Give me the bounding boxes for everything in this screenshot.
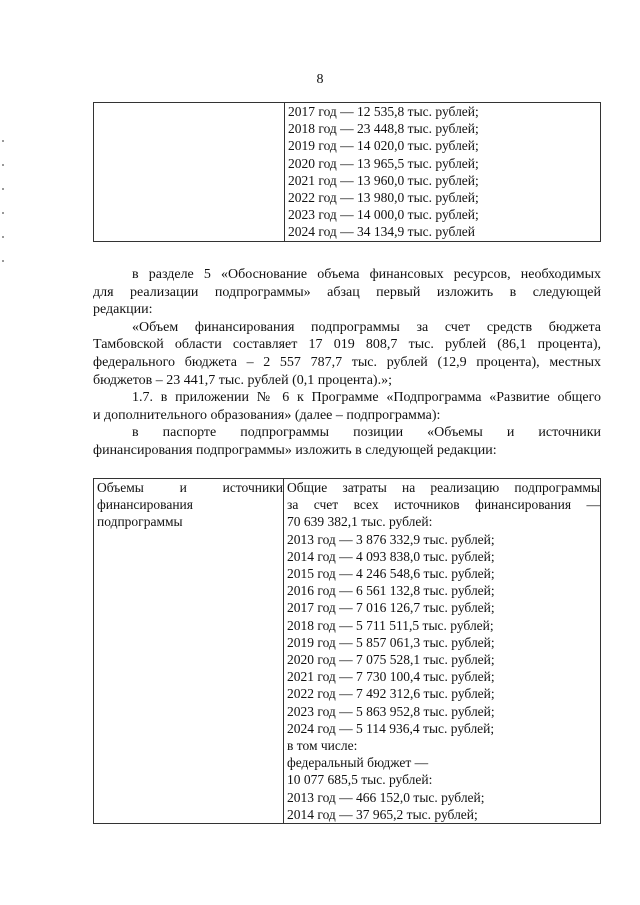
financing-table-continued [93,102,601,242]
federal-line: 10 077 685,5 тыс. рублей: [287,772,433,788]
year-line: 2024 год — 5 114 936,4 тыс. рублей; [287,720,495,736]
including-line: в том числе: [287,738,358,754]
paragraph-line: в паспорте подпрограммы позиции «Объемы и источники [132,425,601,441]
table1-right-cell [285,103,601,242]
table1-line: 2018 год — 23 448,8 тыс. рублей; [288,121,479,137]
intro-line: за счет всех источников финансирования — [287,497,600,513]
year-line: 2023 год — 5 863 952,8 тыс. рублей; [287,703,495,719]
federal-year-line: 2013 год — 466 152,0 тыс. рублей; [287,789,485,805]
table2-left-cell [94,479,284,824]
table2-right-cell [284,479,601,824]
federal-line: федеральный бюджет — [287,755,429,771]
position-title-line: финансирования [97,497,193,513]
intro-line: Общие затраты на реализацию подпрограммы [287,480,600,495]
scan-margin-marks [2,140,6,300]
table1-line: 2020 год — 13 965,5 тыс. рублей; [288,155,479,171]
table1-left-cell [94,103,285,242]
year-line: 2015 год — 4 246 548,6 тыс. рублей; [287,566,495,582]
paragraph-line: Тамбовской области составляет 17 019 808,7 тыс. рублей (86,1 процента), [93,337,601,353]
page-number: 8 [316,72,324,87]
table1-line: 2021 год — 13 960,0 тыс. рублей; [288,172,479,188]
position-title-line: подпрограммы [97,514,183,530]
table1-line: 2017 год — 12 535,8 тыс. рублей; [288,104,479,119]
year-line: 2017 год — 7 016 126,7 тыс. рублей; [287,600,495,616]
paragraph-line: федерального бюджета – 2 557 787,7 тыс. рублей (12,9 процента), местных [93,354,601,370]
year-line: 2019 год — 5 857 061,3 тыс. рублей; [287,634,495,650]
year-line: 2020 год — 7 075 528,1 тыс. рублей; [287,652,495,668]
year-line: 2016 год — 6 561 132,8 тыс. рублей; [287,583,495,599]
federal-year-line: 2014 год — 37 965,2 тыс. рублей; [287,806,478,822]
paragraph-line: для реализации подпрограммы» абзац первый изложить в следующей [93,284,601,300]
paragraph-line: финансирования подпрограммы» изложить в следующей редакции: [93,442,497,458]
paragraph-line: 1.7. в приложении № 6 к Программе «Подпрограмма «Развитие общего [132,390,601,406]
year-line: 2018 год — 5 711 511,5 тыс. рублей; [287,617,494,633]
table1-line: 2024 год — 34 134,9 тыс. рублей [288,224,476,240]
table1-line: 2023 год — 14 000,0 тыс. рублей; [288,207,479,223]
table1-line: 2022 год — 13 980,0 тыс. рублей; [288,190,479,206]
paragraph-line: редакции: [93,302,153,318]
intro-line: 70 639 382,1 тыс. рублей: [287,514,433,530]
table1-line: 2019 год — 14 020,0 тыс. рублей; [288,138,479,154]
paragraph-line: и дополнительного образования» (далее – подпрограмма): [93,407,441,423]
paragraph-line: в разделе 5 «Обоснование объема финансовых ресурсов, необходимых [132,267,601,282]
year-line: 2021 год — 7 730 100,4 тыс. рублей; [287,669,495,685]
position-title-line: Объемы и источники [97,480,283,495]
paragraph-line: «Объем финансирования подпрограммы за счет средств бюджета [132,319,601,335]
body-text [93,266,601,460]
paragraph-line: бюджетов – 23 441,7 тыс. рублей (0,1 процента).»; [93,372,392,388]
financing-sources-table [93,478,601,824]
year-line: 2014 год — 4 093 838,0 тыс. рублей; [287,548,495,564]
year-line: 2013 год — 3 876 332,9 тыс. рублей; [287,531,495,547]
year-line: 2022 год — 7 492 312,6 тыс. рублей; [287,686,495,702]
